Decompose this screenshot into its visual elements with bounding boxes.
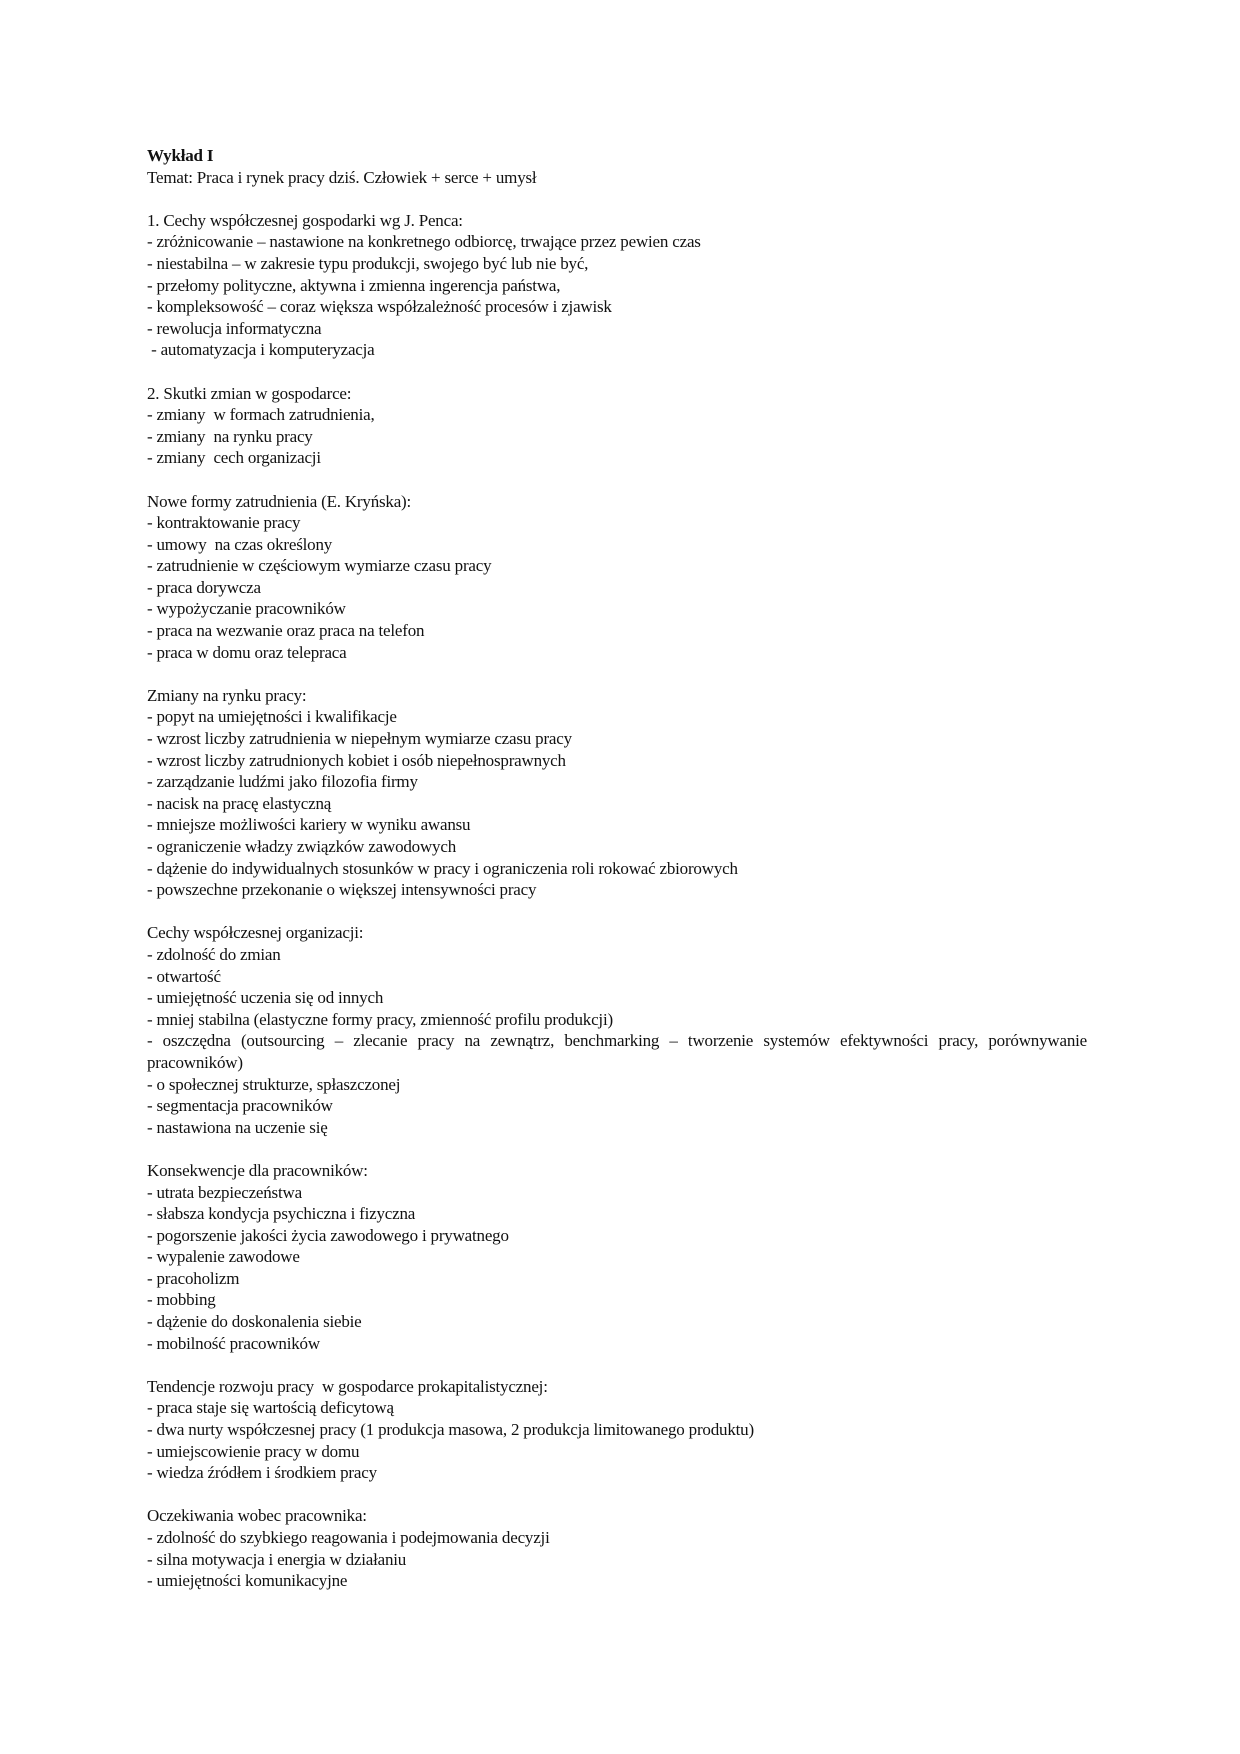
list-item: - automatyzacja i komputeryzacja <box>147 340 375 360</box>
list-item: - pracoholizm <box>147 1268 240 1288</box>
list-item: - ograniczenie władzy związków zawodowych <box>147 837 456 856</box>
list-item: - zatrudnienie w częściowym wymiarze czasu pracy <box>147 556 492 576</box>
spacer <box>147 361 1087 383</box>
spacer <box>147 1354 1087 1376</box>
list-item: - umiejętności komunikacyjne <box>147 1571 348 1591</box>
list-item: - popyt na umiejętności i kwalifikacje <box>147 707 397 727</box>
section-heading: Zmiany na rynku pracy: <box>147 685 307 705</box>
list-item: - wiedza źródłem i środkiem pracy <box>147 1463 377 1483</box>
list-item: - przełomy polityczne, aktywna i zmienna ingerencja państwa, <box>147 275 561 295</box>
section-economy-effects <box>147 383 1087 469</box>
list-item: - wypożyczanie pracowników <box>147 599 346 619</box>
list-item: - praca staje się wartością deficytową <box>147 1398 394 1418</box>
list-item: - umiejscowienie pracy w domu <box>147 1441 360 1461</box>
list-item: - zmiany cech organizacji <box>147 448 321 468</box>
list-item: - zarządzanie ludźmi jako filozofia firmy <box>147 772 418 792</box>
list-item: - zdolność do zmian <box>147 944 281 964</box>
list-item: - mobbing <box>147 1290 216 1310</box>
list-item: - utrata bezpieczeństwa <box>147 1182 302 1202</box>
list-item: - mniej stabilna (elastyczne formy pracy, zmienność profilu produkcji) <box>147 1009 613 1029</box>
spacer <box>147 901 1087 923</box>
list-item: - niestabilna – w zakresie typu produkcji, swojego być lub nie być, <box>147 253 589 273</box>
list-item: - praca w domu oraz telepraca <box>147 642 347 662</box>
section-heading: Tendencje rozwoju pracy w gospodarce prokapitalistycznej: <box>147 1376 548 1396</box>
spacer <box>147 1484 1087 1506</box>
section-heading: 2. Skutki zmian w gospodarce: <box>147 383 352 403</box>
list-item: - o społecznej strukturze, spłaszczonej <box>147 1074 401 1094</box>
section-organization-features <box>147 922 1087 1138</box>
list-item: - dążenie do indywidualnych stosunków w pracy i ograniczenia roli rokować zbiorowych <box>147 858 738 878</box>
list-item: - dążenie do doskonalenia siebie <box>147 1312 362 1332</box>
list-item: - nastawiona na uczenie się <box>147 1117 328 1137</box>
list-item: - segmentacja pracowników <box>147 1096 333 1116</box>
section-employee-consequences <box>147 1160 1087 1354</box>
section-heading: Oczekiwania wobec pracownika: <box>147 1506 367 1526</box>
list-item: - wypalenie zawodowe <box>147 1247 300 1267</box>
document-title: Wykład I <box>147 146 214 165</box>
list-item: - rewolucja informatyczna <box>147 318 322 338</box>
list-item: - wzrost liczby zatrudnienia w niepełnym wymiarze czasu pracy <box>147 729 572 749</box>
list-item: - umowy na czas określony <box>147 534 333 554</box>
list-item: - praca dorywcza <box>147 577 261 597</box>
list-item: - słabsza kondycja psychiczna i fizyczna <box>147 1204 416 1224</box>
list-item: - wzrost liczby zatrudnionych kobiet i osób niepełnosprawnych <box>147 750 566 770</box>
section-heading: Cechy współczesnej organizacji: <box>147 923 364 943</box>
list-item: - zróżnicowanie – nastawione na konkretnego odbiorcę, trwające przez pewien czas <box>147 232 701 252</box>
list-item: - zmiany na rynku pracy <box>147 426 313 446</box>
list-item: - praca na wezwanie oraz praca na telefon <box>147 621 425 641</box>
list-item: - mobilność pracowników <box>147 1333 320 1353</box>
list-item: - nacisk na pracę elastyczną <box>147 793 332 813</box>
section-employee-expectations <box>147 1505 1087 1591</box>
section-work-trends <box>147 1376 1087 1484</box>
spacer <box>147 663 1087 685</box>
document-page <box>147 145 1087 1592</box>
document-topic: Temat: Praca i rynek pracy dziś. Człowiek + serce + umysł <box>147 167 537 187</box>
list-item: - dwa nurty współczesnej pracy (1 produkcja masowa, 2 produkcja limitowanego produktu) <box>147 1420 754 1440</box>
list-item: - mniejsze możliwości kariery w wyniku awansu <box>147 815 471 835</box>
section-heading: Konsekwencje dla pracowników: <box>147 1160 368 1180</box>
list-item: - kontraktowanie pracy <box>147 513 301 533</box>
list-item: - oszczędna (outsourcing – zlecanie pracy na zewnątrz, benchmarking – tworzenie systemów efektywności pracy, porównywanie pracowników) <box>147 1031 1087 1072</box>
list-item: - kompleksowość – coraz większa współzależność procesów i zjawisk <box>147 297 612 317</box>
spacer <box>147 469 1087 491</box>
list-item: - umiejętność uczenia się od innych <box>147 988 384 1008</box>
spacer <box>147 1138 1087 1160</box>
section-economy-features <box>147 210 1087 361</box>
list-item: - pogorszenie jakości życia zawodowego i prywatnego <box>147 1225 509 1245</box>
list-item: - otwartość <box>147 966 221 986</box>
section-labor-market-changes <box>147 685 1087 901</box>
list-item: - silna motywacja i energia w działaniu <box>147 1549 407 1569</box>
section-heading: Nowe formy zatrudnienia (E. Kryńska): <box>147 491 412 511</box>
section-heading: 1. Cechy współczesnej gospodarki wg J. Penca: <box>147 210 463 230</box>
list-item: - zmiany w formach zatrudnienia, <box>147 405 375 425</box>
section-new-employment-forms <box>147 491 1087 664</box>
spacer <box>147 188 1087 210</box>
list-item: - zdolność do szybkiego reagowania i podejmowania decyzji <box>147 1528 550 1547</box>
list-item: - powszechne przekonanie o większej intensywności pracy <box>147 880 537 900</box>
